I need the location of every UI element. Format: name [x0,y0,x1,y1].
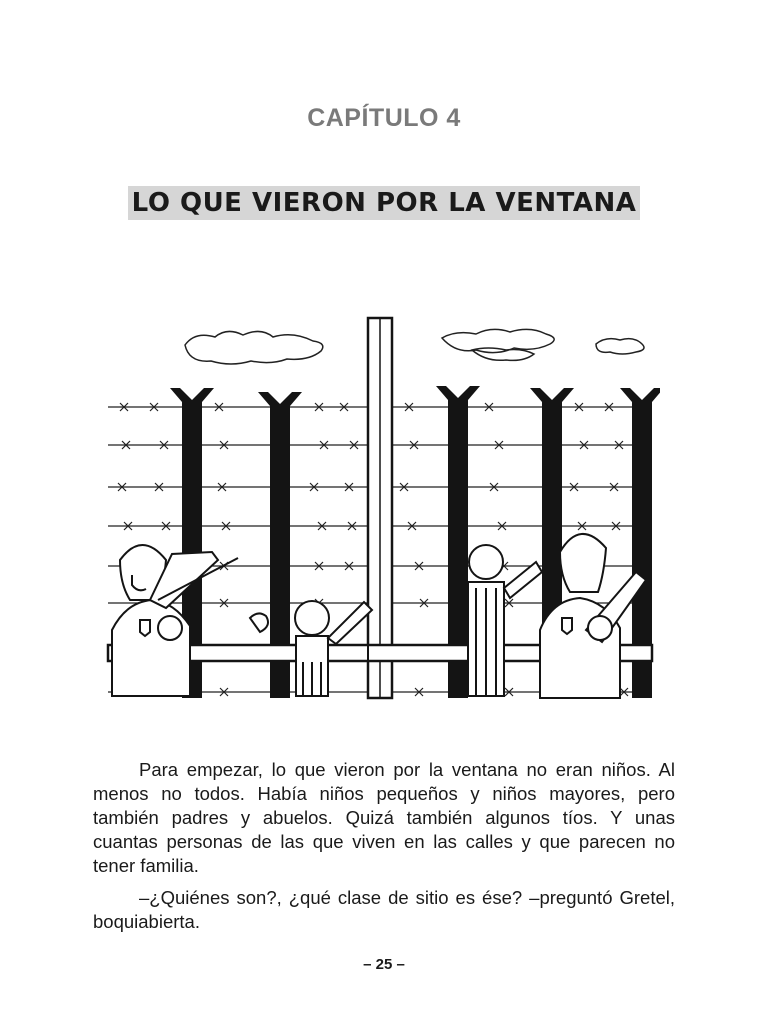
page-number: – 25 – [363,956,405,973]
chapter-heading: CAPÍTULO 4 [307,104,461,132]
paragraph: –¿Quiénes son?, ¿qué clase de sitio es ése? –preguntó Gretel, boquiabierta. [93,887,675,932]
cloud-icon [185,331,323,364]
guard-figure [112,545,238,696]
fence-illustration [100,300,660,710]
paragraph: Para empezar, lo que vieron por la ventana no eran niños. Al menos no todos. Había niños pequeños y niños mayores, pero también padres y abuelos. Quizá también algunos tíos. Y unas cuantas personas de las que viven en las calles y que parecen no tener familia. [93,759,675,876]
cloud-icon [596,339,644,354]
chapter-title: LO QUE VIERON POR LA VENTANA [128,186,641,220]
body-text [93,758,675,942]
cloud-icon [442,329,554,360]
